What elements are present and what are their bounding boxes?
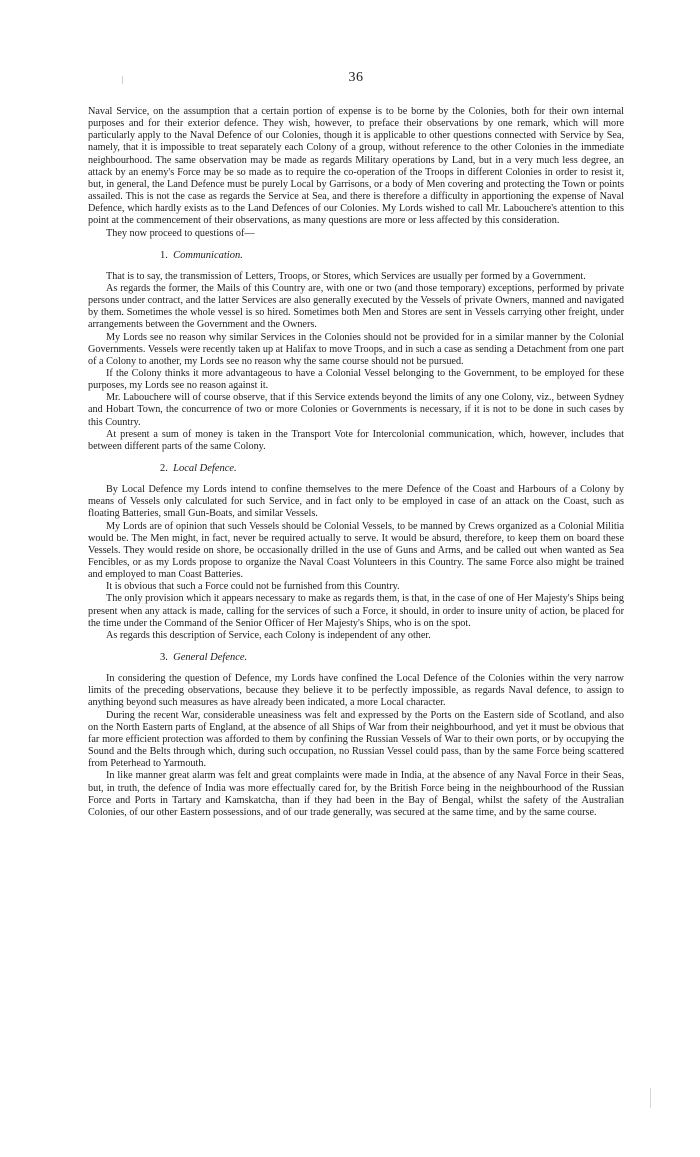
section-paragraph: It is obvious that such a Force could not be furnished from this Country. bbox=[106, 581, 400, 593]
section-paragraph: My Lords are of opinion that such Vessels should be Colonial Vessels, to be manned by Crews organized as a Colonial Militia would be. The Men might, in fact, never be required actually to serve. It would be absurd, therefore, to keep them on board these Vessels. They would reside on shore, be occasionally drilled in the use of Guns and Arms, and be called out when wanted as Sea Fencibles, or as my Lords propose to organize the Naval Coast Volunteers in this Country. The same Force also might be trained and employed to man Coast Batteries. bbox=[88, 520, 624, 581]
section-general-defence bbox=[88, 651, 624, 819]
section-paragraph: As regards this description of Service, each Colony is independent of any other. bbox=[106, 629, 431, 641]
section-paragraph: In like manner great alarm was felt and great complaints were made in India, at the absence of any Naval Force in their Seas, but, in truth, the defence of India was more effectually cared for, by the British Force being in the neighbourhood of the Russian Force and Ports in Tartary and Kamskatcha, than if they had been in the Bay of Bengal, whilst the safety of the Australian Colonies, of our other Eastern possessions, and of our trade generally, was secured at the same time, and by the same course. bbox=[88, 770, 624, 818]
page-number: 36 bbox=[348, 70, 364, 85]
section-heading bbox=[88, 651, 624, 664]
section-heading bbox=[88, 249, 624, 262]
section-heading bbox=[88, 462, 624, 475]
section-communication bbox=[88, 249, 624, 453]
section-paragraph: My Lords see no reason why similar Services in the Colonies should not be provided for in a similar manner by the Colonial Governments. Vessels were recently taken up at Halifax to move Troops, and in such a case as sending a Detachment from one part of a Colony to another, my Lords see no reason why the same course should not be pursued. bbox=[88, 331, 624, 367]
section-paragraph: During the recent War, considerable uneasiness was felt and expressed by the Ports on the Eastern side of Scotland, and also on the North Eastern parts of England, at the absence of all Ships of War from their neighbourhood, and yet it must be obvious that far more efficient protection was afforded to them by confining the Russian Vessels of War to their own ports, or by occupying the Sound and the Belts through which, during such occupation, no Russian Vessel could pass, than by the same Force being scattered from Peterhead to Yarmouth. bbox=[88, 709, 624, 770]
section-number: 2. bbox=[160, 463, 168, 475]
document-page bbox=[88, 70, 624, 821]
section-paragraph: In considering the question of Defence, my Lords have confined the Local Defence of the Colonies within the very narrow limits of the preceding observations, because they believe it to be perfectly impossible, as regards Naval defence, to assign to anything beyond such measures as have already been indicated, a more Local character. bbox=[88, 673, 624, 709]
intro-paragraph: Naval Service, on the assumption that a certain portion of expense is to be borne by the Colonies, both for their own internal purposes and for their exterior defence. They wish, however, to preface their observations by one remark, which will more particularly apply to the Naval Defence of our Colonies, though it is applicable to other questions connected with Service by Sea, namely, that it is impossible to treat separately each Colony of a group, without reference to the other Colonies in the immediate neighbourhood. The same observation may be made as regards Military operations by Land, but in a very much less degree, an attack by an enemy's Force may be so made as to require the co-operation of the Troops in different Colonies in order to resist it, but, in general, the Land Defence must be purely Local by Garrisons, or a body of Men covering and protecting the Town or points assailed. This is not the case as regards the Service at Sea, and there is therefore a difficulty in apportioning the expense of Naval Defence, which hardly exists as to the Land Defences of our Colonies. My Lords wished to call Mr. Labouchere's attention to this point at the commencement of their observations, as many questions are more or less affected by this consideration. bbox=[88, 106, 624, 227]
section-title: General Defence. bbox=[173, 652, 248, 664]
section-paragraph: If the Colony thinks it more advantageous to have a Colonial Vessel belonging to the Government, to be employed for these purposes, my Lords see no reason against it. bbox=[88, 367, 624, 392]
section-paragraph: That is to say, the transmission of Letters, Troops, or Stores, which Services are usually per formed by a Government. bbox=[106, 270, 586, 282]
section-local-defence bbox=[88, 462, 624, 642]
section-paragraph: By Local Defence my Lords intend to confine themselves to the mere Defence of the Coast and Harbours of a Colony by means of Vessels only calculated for such Service, and in fact only to be employed in case of an attack on the Coast, such as floating Batteries, small Gun-Boats, and similar Vessels. bbox=[88, 484, 624, 520]
section-paragraph: At present a sum of money is taken in the Transport Vote for Intercolonial communication, which, however, includes that between different parts of the same Colony. bbox=[88, 428, 624, 452]
intro-lead-paragraph: They now proceed to questions of— bbox=[106, 227, 255, 239]
section-title: Local Defence. bbox=[173, 463, 237, 475]
section-paragraph: Mr. Labouchere will of course observe, that if this Service extends beyond the limits of any one Colony, viz., between Sydney and Hobart Town, the concurrence of two or more Colonies or Governments is necessary, if it is not to be done in such cases by this Country. bbox=[88, 392, 624, 428]
section-number: 3. bbox=[160, 652, 168, 664]
section-title: Communication. bbox=[173, 249, 243, 261]
section-number: 1. bbox=[160, 249, 168, 261]
section-paragraph: As regards the former, the Mails of this Country are, with one or two (and those temporary) exceptions, performed by private persons under contract, and the latter Services are also generally executed by the Vessels of private Owners, manned and navigated by them. Sometimes the whole vessel is so hired. Sometimes both Men and Stores are sent in Vessels carrying other freight, under arrangements between the Government and the Owners. bbox=[88, 282, 624, 331]
margin-mark bbox=[650, 1088, 651, 1108]
section-paragraph: The only provision which it appears necessary to make as regards them, is that, in the case of one of Her Majesty's Ships being present when any attack is made, calling for the services of such a Force, it should, in order to insure unity of action, be placed for the time under the Command of the Senior Officer of Her Majesty's Ships, who is on the spot. bbox=[88, 593, 624, 629]
